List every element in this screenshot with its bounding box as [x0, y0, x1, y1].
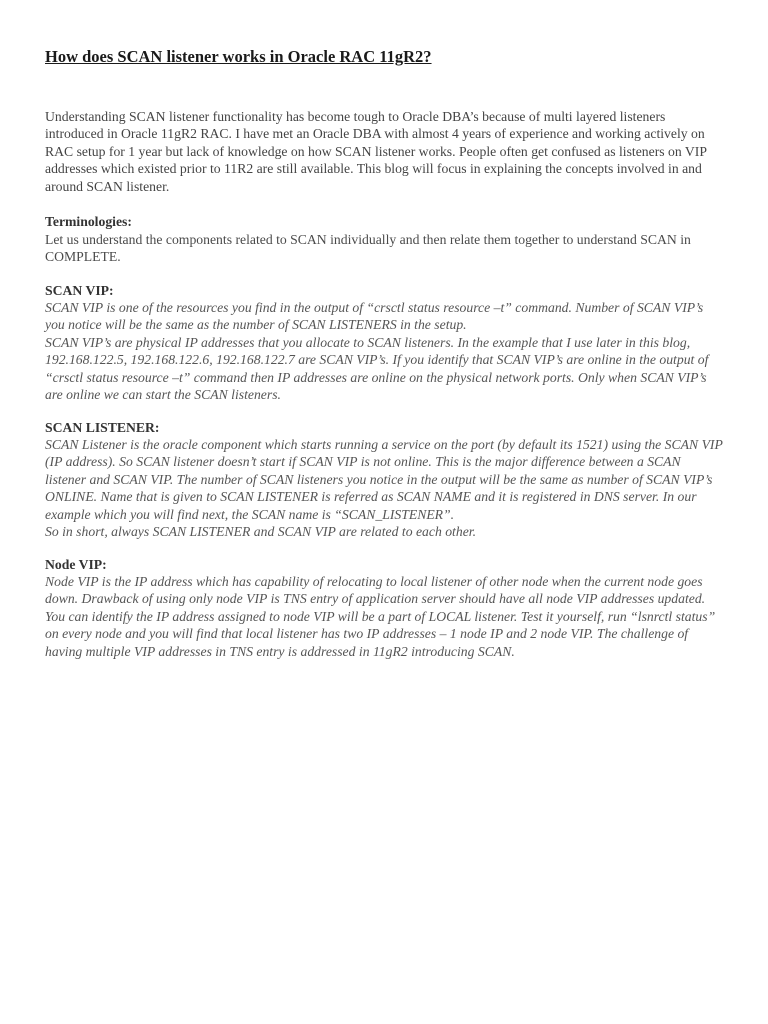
scan-listener-body	[45, 436, 725, 540]
scan-listener-paragraph-2: So in short, always SCAN LISTENER and SCAN VIP are related to each other.	[45, 524, 477, 540]
scan-listener-paragraph-1: SCAN Listener is the oracle component which starts running a service on the port (by default its 1521) using the SCAN VIP (IP address). So SCAN listener doesn’t start if SCAN VIP is not online. This is the major difference between a SCAN listener and SCAN VIP. The number of SCAN listeners you notice in the output will be the same as number of SCAN VIP’s ONLINE. Name that is given to SCAN LISTENER is referred as SCAN NAME and it is registered in DNS server. In our example which you will find next, the SCAN name is “SCAN_LISTENER”.	[45, 437, 723, 522]
scan-listener-heading: SCAN LISTENER:	[45, 420, 160, 435]
intro-paragraph: Understanding SCAN listener functionality has become tough to Oracle DBA’s because of multi layered listeners introduced in Oracle 11gR2 RAC. I have met an Oracle DBA with almost 4 years of experience and working actively on RAC setup for 1 year but lack of knowledge on how SCAN listener works. People often get confused as listeners on VIP addresses which existed prior to 11R2 are still available. This blog will focus in explaining the concepts involved in and around SCAN listener.	[45, 109, 707, 194]
page-title: How does SCAN listener works in Oracle RAC 11gR2?	[45, 47, 432, 66]
node-vip-body	[45, 573, 725, 660]
node-vip-heading: Node VIP:	[45, 557, 107, 572]
terminologies-heading: Terminologies:	[45, 214, 132, 229]
scan-vip-paragraph-2: SCAN VIP’s are physical IP addresses that you allocate to SCAN listeners. In the example that I use later in this blog, 192.168.122.5, 192.168.122.6, 192.168.122.7 are SCAN VIP’s. If you identify that SCAN VIP’s are online in the output of “crsctl status resource –t” command then IP addresses are online on the physical network ports. Only when SCAN VIP’s are online we can start the SCAN listeners.	[45, 334, 709, 403]
scan-vip-body	[45, 299, 725, 403]
terminologies-body: Let us understand the components related to SCAN individually and then relate them together to understand SCAN in COMPLETE.	[45, 232, 691, 265]
scan-vip-heading: SCAN VIP:	[45, 283, 114, 298]
node-vip-paragraph-1: Node VIP is the IP address which has capability of relocating to local listener of other node when the current node goes down. Drawback of using only node VIP is TNS entry of application server should have all node VIP addresses updated. You can identify the IP address assigned to node VIP will be a part of LOCAL listener. Test it yourself, run “lsnrctl status” on every node and you will find that local listener has two IP addresses – 1 node IP and 2 node VIP. The challenge of having multiple VIP addresses in TNS entry is addressed in 11gR2 introducing SCAN.	[45, 574, 716, 659]
scan-vip-paragraph-1: SCAN VIP is one of the resources you find in the output of “crsctl status resource –t” command. Number of SCAN VIP’s you notice will be the same as the number of SCAN LISTENERS in the setup.	[45, 300, 704, 333]
